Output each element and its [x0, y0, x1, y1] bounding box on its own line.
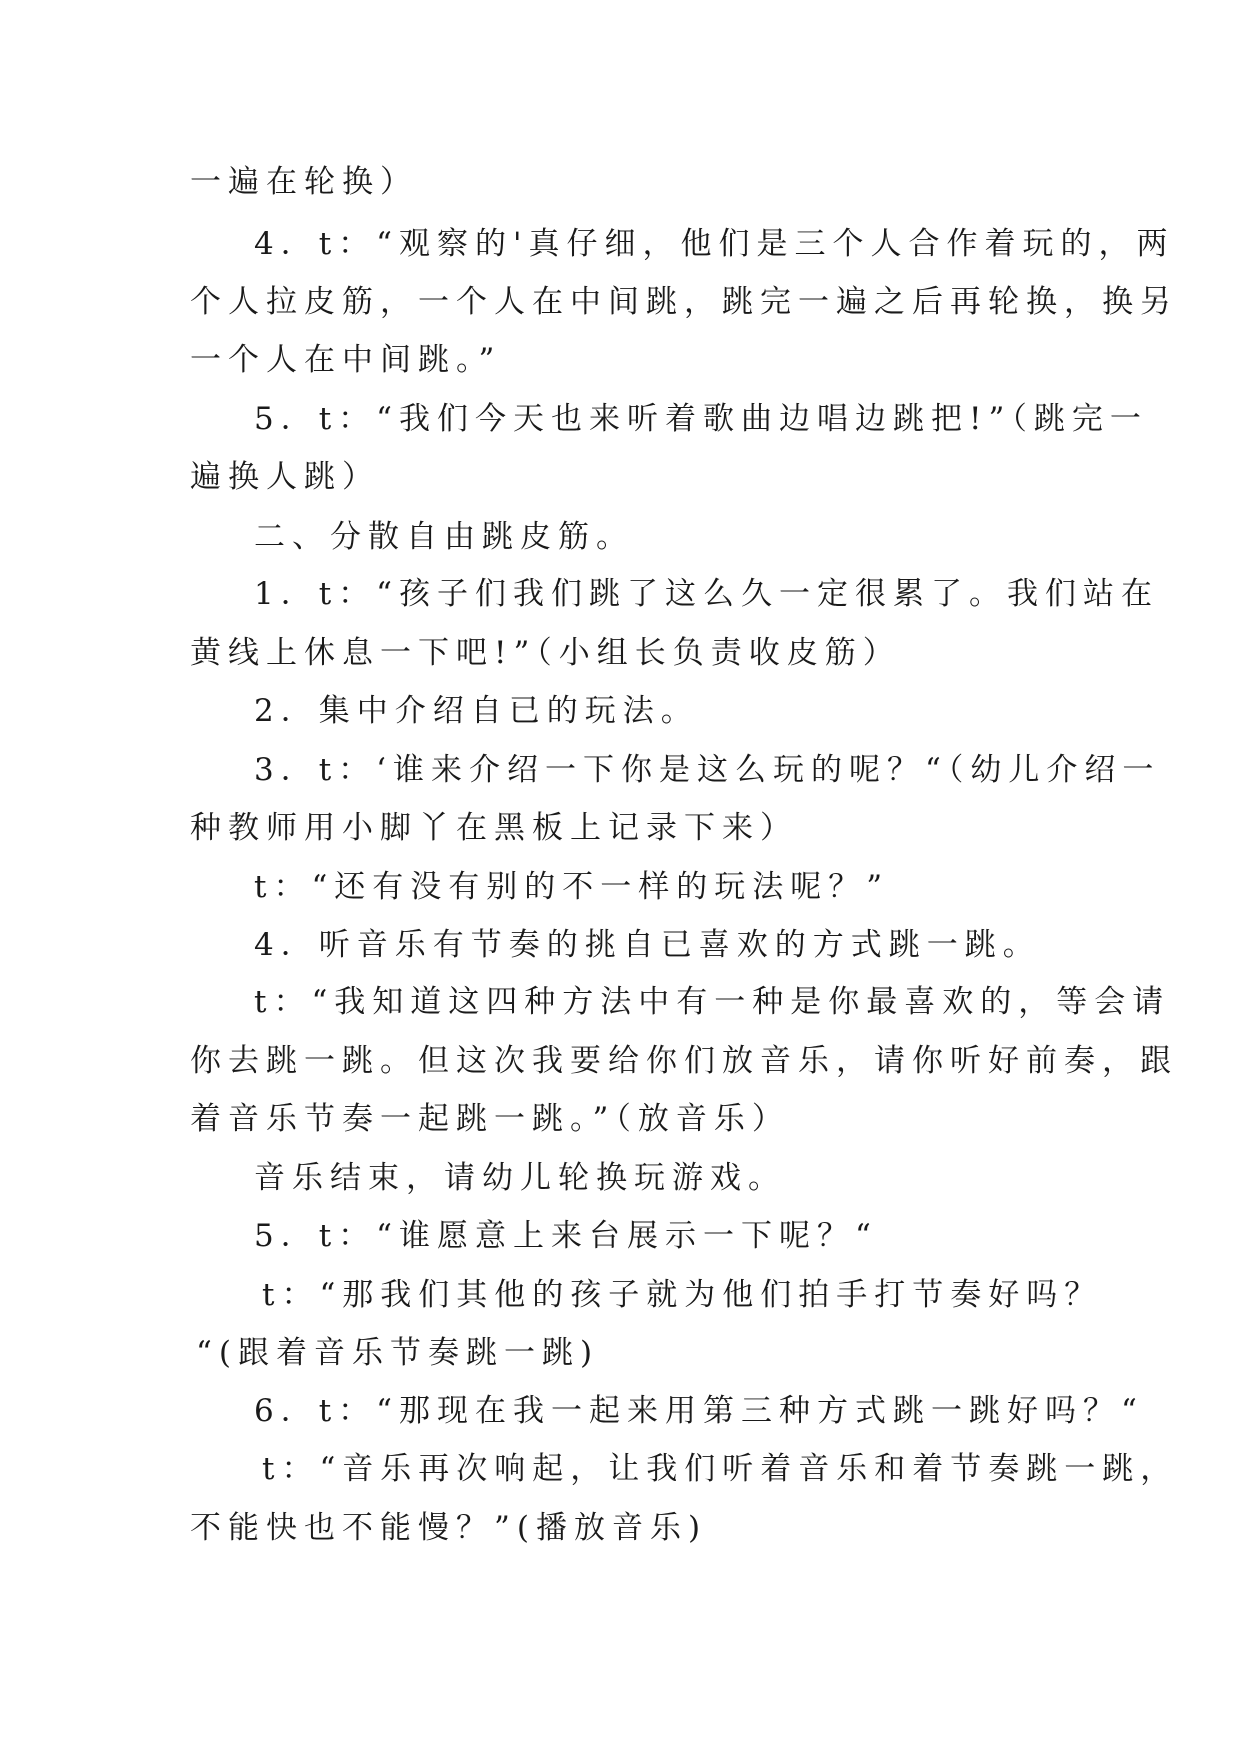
text-line: 二、分散自由跳皮筋。: [254, 519, 634, 555]
text-line: t：“那我们其他的孩子就为他们拍手打节奏好吗？: [262, 1277, 1103, 1313]
text-line: 你去跳一跳。但这次我要给你们放音乐，请你听好前奏，跟: [190, 1043, 1178, 1079]
text-line: 种教师用小脚丫在黑板上记录下来）: [190, 810, 798, 846]
text-line: “(跟着音乐节奏跳一跳): [196, 1335, 600, 1371]
text-line: t：“我知道这四种方法中有一种是你最喜欢的，等会请: [254, 984, 1171, 1020]
text-line: 6．t：“那现在我一起来用第三种方式跳一跳好吗？“: [254, 1393, 1144, 1429]
text-line: 一遍在轮换）: [190, 164, 418, 200]
text-line: 个人拉皮筋，一个人在中间跳，跳完一遍之后再轮换，换另: [190, 284, 1178, 320]
text-line: 2．集中介绍自已的玩法。: [254, 693, 699, 729]
text-line: 遍换人跳）: [190, 459, 380, 495]
text-line: 5．t：“我们今天也来听着歌曲边唱边跳把!”（跳完一: [254, 401, 1148, 437]
text-line: 3．t：‘谁来介绍一下你是这么玩的呢？“（幼儿介绍一: [254, 752, 1161, 788]
text-line: 音乐结束，请幼儿轮换玩游戏。: [254, 1160, 786, 1196]
text-line: 1．t：“孩子们我们跳了这么久一定很累了。我们站在: [254, 576, 1160, 612]
text-line: 不能快也不能慢？”(播放音乐): [190, 1510, 708, 1546]
text-line: 4．t：“观察的'真仔细，他们是三个人合作着玩的，两: [254, 226, 1175, 262]
text-line: 黄线上休息一下吧!”（小组长负责收皮筋）: [190, 635, 901, 671]
text-line: t：“音乐再次响起，让我们听着音乐和着节奏跳一跳，: [262, 1451, 1179, 1487]
text-line: 5．t：“谁愿意上来台展示一下呢？“: [254, 1218, 878, 1254]
text-line: 一个人在中间跳。”: [190, 342, 502, 378]
text-line: 4．听音乐有节奏的挑自已喜欢的方式跳一跳。: [254, 927, 1041, 963]
text-line: t：“还有没有别的不一样的玩法呢？”: [254, 869, 890, 905]
text-line: 着音乐节奏一起跳一跳。”（放音乐）: [190, 1101, 790, 1137]
